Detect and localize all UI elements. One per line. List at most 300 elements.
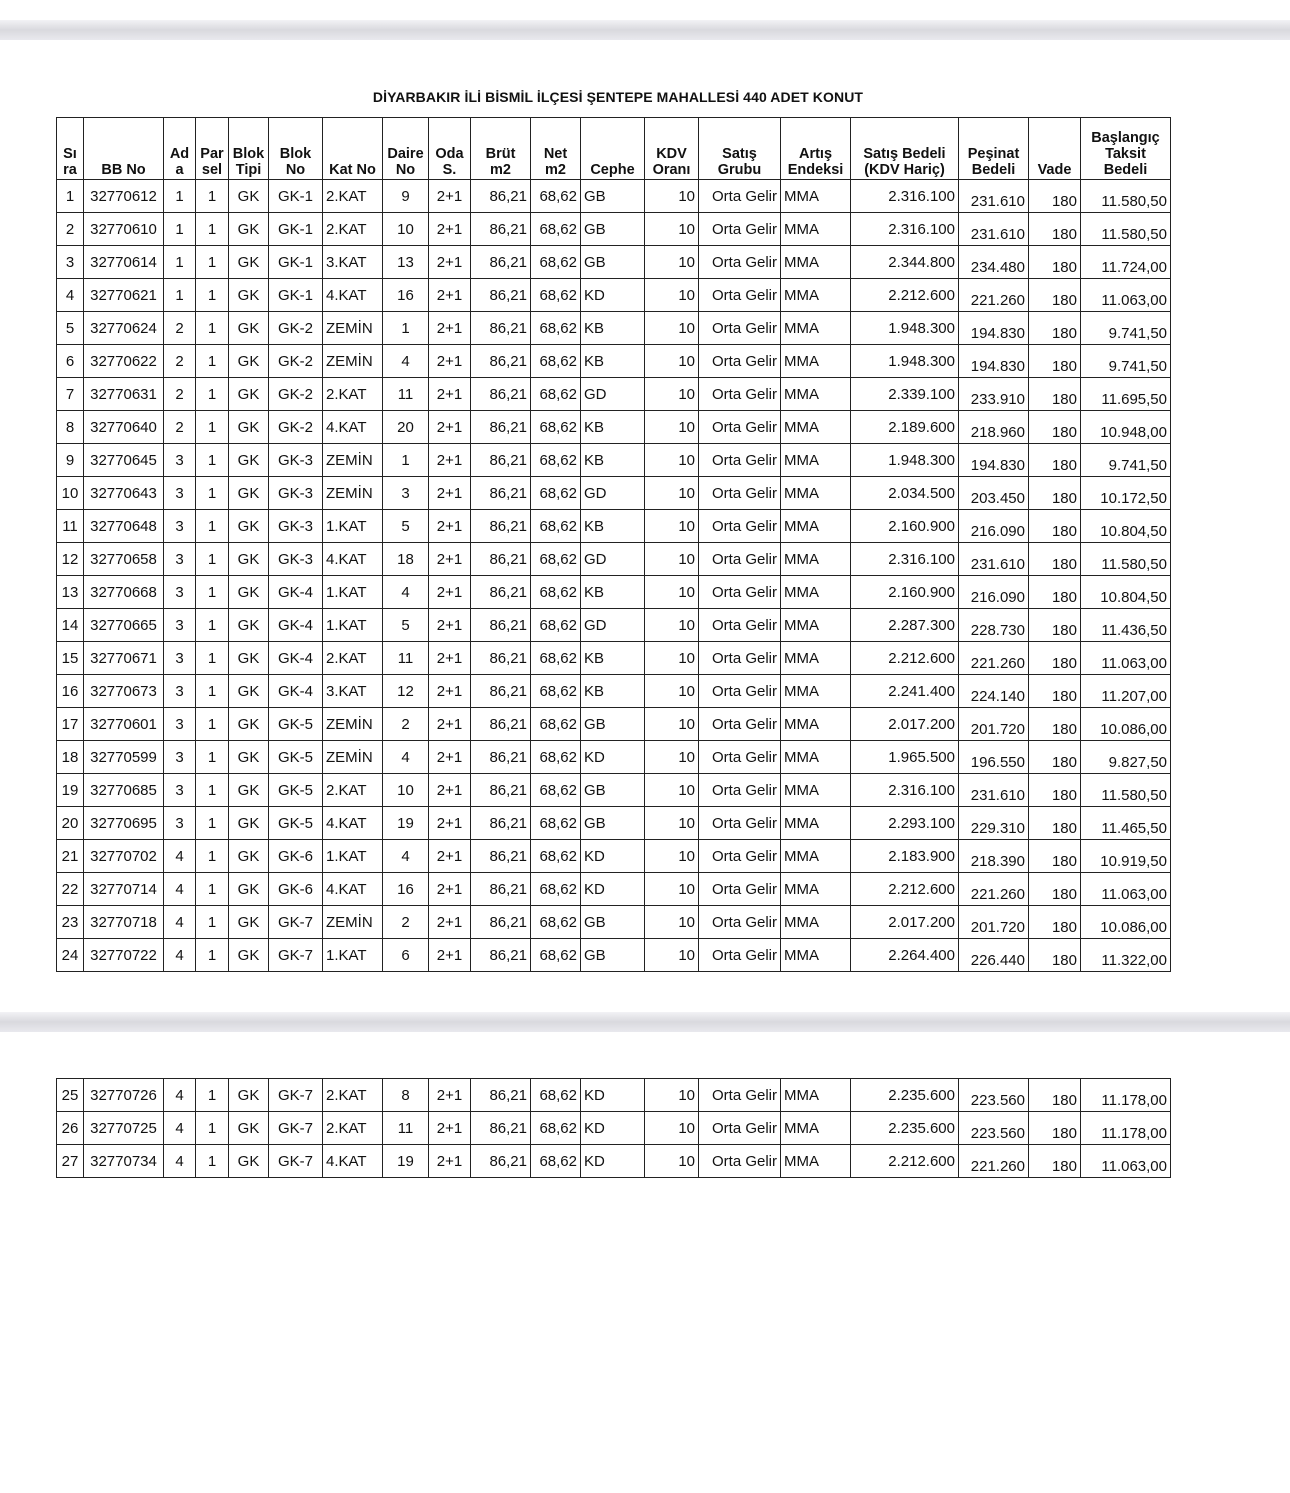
cell-oda-sayisi: 2+1 <box>429 180 471 213</box>
table-row <box>57 576 1171 609</box>
cell-sira: 25 <box>57 1079 84 1112</box>
cell-satis-bedeli: 2.017.200 <box>851 906 959 939</box>
cell-kat-no: ZEMİN <box>323 708 383 741</box>
cell-kdv-orani: 10 <box>645 609 699 642</box>
table-row <box>57 510 1171 543</box>
header-taksit-bedeli: Başlangıç Taksit Bedeli <box>1081 118 1171 180</box>
cell-parsel: 1 <box>196 213 229 246</box>
cell-taksit-bedeli: 11.580,50 <box>1081 774 1171 807</box>
cell-taksit-bedeli: 11.724,00 <box>1081 246 1171 279</box>
cell-blok-no: GK-2 <box>269 345 323 378</box>
cell-cephe: KB <box>581 576 645 609</box>
cell-parsel: 1 <box>196 246 229 279</box>
table-row <box>57 477 1171 510</box>
cell-kat-no: 4.KAT <box>323 411 383 444</box>
cell-artis-endeksi: MMA <box>781 675 851 708</box>
cell-ada: 3 <box>164 609 196 642</box>
cell-kdv-orani: 10 <box>645 1145 699 1178</box>
cell-vade: 180 <box>1029 675 1081 708</box>
cell-blok-no: GK-2 <box>269 312 323 345</box>
cell-kat-no: 4.KAT <box>323 873 383 906</box>
cell-ada: 2 <box>164 312 196 345</box>
cell-ada: 3 <box>164 543 196 576</box>
cell-satis-grubu: Orta Gelir <box>699 444 781 477</box>
cell-pesinat-bedeli: 228.730 <box>959 609 1029 642</box>
cell-oda-sayisi: 2+1 <box>429 1112 471 1145</box>
cell-kat-no: 1.KAT <box>323 609 383 642</box>
cell-bb-no: 32770648 <box>84 510 164 543</box>
cell-blok-tipi: GK <box>229 642 269 675</box>
cell-sira: 20 <box>57 807 84 840</box>
cell-blok-no: GK-2 <box>269 378 323 411</box>
cell-sira: 10 <box>57 477 84 510</box>
cell-brut-m2: 86,21 <box>471 675 531 708</box>
cell-bb-no: 32770610 <box>84 213 164 246</box>
cell-ada: 4 <box>164 906 196 939</box>
cell-satis-grubu: Orta Gelir <box>699 939 781 972</box>
cell-satis-grubu: Orta Gelir <box>699 774 781 807</box>
cell-satis-grubu: Orta Gelir <box>699 807 781 840</box>
cell-blok-tipi: GK <box>229 708 269 741</box>
header-artis-endeksi: Artış Endeksi <box>781 118 851 180</box>
cell-taksit-bedeli: 10.086,00 <box>1081 906 1171 939</box>
cell-taksit-bedeli: 10.172,50 <box>1081 477 1171 510</box>
cell-satis-bedeli: 2.339.100 <box>851 378 959 411</box>
cell-oda-sayisi: 2+1 <box>429 576 471 609</box>
cell-pesinat-bedeli: 229.310 <box>959 807 1029 840</box>
cell-parsel: 1 <box>196 1145 229 1178</box>
cell-daire-no: 1 <box>383 444 429 477</box>
cell-sira: 27 <box>57 1145 84 1178</box>
cell-artis-endeksi: MMA <box>781 378 851 411</box>
cell-brut-m2: 86,21 <box>471 840 531 873</box>
cell-ada: 3 <box>164 741 196 774</box>
cell-parsel: 1 <box>196 510 229 543</box>
cell-brut-m2: 86,21 <box>471 774 531 807</box>
cell-vade: 180 <box>1029 543 1081 576</box>
cell-parsel: 1 <box>196 642 229 675</box>
cell-parsel: 1 <box>196 906 229 939</box>
cell-net-m2: 68,62 <box>531 279 581 312</box>
cell-taksit-bedeli: 11.063,00 <box>1081 873 1171 906</box>
cell-brut-m2: 86,21 <box>471 378 531 411</box>
cell-daire-no: 19 <box>383 807 429 840</box>
cell-kdv-orani: 10 <box>645 1079 699 1112</box>
cell-artis-endeksi: MMA <box>781 411 851 444</box>
cell-parsel: 1 <box>196 279 229 312</box>
cell-kat-no: 2.KAT <box>323 1079 383 1112</box>
cell-blok-no: GK-5 <box>269 741 323 774</box>
cell-oda-sayisi: 2+1 <box>429 510 471 543</box>
cell-kat-no: 3.KAT <box>323 675 383 708</box>
table-row <box>57 807 1171 840</box>
cell-cephe: KD <box>581 1145 645 1178</box>
cell-oda-sayisi: 2+1 <box>429 378 471 411</box>
cell-oda-sayisi: 2+1 <box>429 246 471 279</box>
cell-satis-grubu: Orta Gelir <box>699 510 781 543</box>
cell-bb-no: 32770601 <box>84 708 164 741</box>
cell-satis-bedeli: 2.160.900 <box>851 510 959 543</box>
cell-satis-bedeli: 2.212.600 <box>851 642 959 675</box>
cell-daire-no: 12 <box>383 675 429 708</box>
cell-ada: 3 <box>164 576 196 609</box>
cell-bb-no: 32770621 <box>84 279 164 312</box>
cell-ada: 3 <box>164 477 196 510</box>
cell-daire-no: 11 <box>383 642 429 675</box>
header-blok-tipi: Blok Tipi <box>229 118 269 180</box>
cell-pesinat-bedeli: 221.260 <box>959 873 1029 906</box>
cell-vade: 180 <box>1029 708 1081 741</box>
cell-bb-no: 32770645 <box>84 444 164 477</box>
cell-pesinat-bedeli: 234.480 <box>959 246 1029 279</box>
cell-oda-sayisi: 2+1 <box>429 213 471 246</box>
cell-blok-no: GK-4 <box>269 576 323 609</box>
table-row <box>57 378 1171 411</box>
cell-artis-endeksi: MMA <box>781 906 851 939</box>
cell-bb-no: 32770640 <box>84 411 164 444</box>
cell-oda-sayisi: 2+1 <box>429 774 471 807</box>
cell-brut-m2: 86,21 <box>471 444 531 477</box>
cell-brut-m2: 86,21 <box>471 411 531 444</box>
cell-sira: 26 <box>57 1112 84 1145</box>
cell-oda-sayisi: 2+1 <box>429 444 471 477</box>
cell-brut-m2: 86,21 <box>471 1079 531 1112</box>
cell-kat-no: ZEMİN <box>323 477 383 510</box>
cell-satis-grubu: Orta Gelir <box>699 213 781 246</box>
cell-brut-m2: 86,21 <box>471 609 531 642</box>
cell-net-m2: 68,62 <box>531 180 581 213</box>
cell-vade: 180 <box>1029 840 1081 873</box>
cell-vade: 180 <box>1029 774 1081 807</box>
cell-cephe: KB <box>581 312 645 345</box>
cell-satis-grubu: Orta Gelir <box>699 906 781 939</box>
cell-artis-endeksi: MMA <box>781 774 851 807</box>
cell-cephe: GD <box>581 543 645 576</box>
cell-blok-no: GK-7 <box>269 1079 323 1112</box>
cell-artis-endeksi: MMA <box>781 345 851 378</box>
cell-ada: 3 <box>164 774 196 807</box>
cell-satis-bedeli: 2.034.500 <box>851 477 959 510</box>
cell-cephe: GD <box>581 477 645 510</box>
table-row <box>57 708 1171 741</box>
cell-blok-tipi: GK <box>229 939 269 972</box>
cell-satis-grubu: Orta Gelir <box>699 411 781 444</box>
cell-blok-tipi: GK <box>229 774 269 807</box>
cell-sira: 2 <box>57 213 84 246</box>
cell-blok-tipi: GK <box>229 246 269 279</box>
cell-brut-m2: 86,21 <box>471 477 531 510</box>
cell-kat-no: 2.KAT <box>323 642 383 675</box>
cell-satis-grubu: Orta Gelir <box>699 543 781 576</box>
cell-satis-bedeli: 2.293.100 <box>851 807 959 840</box>
cell-satis-grubu: Orta Gelir <box>699 840 781 873</box>
cell-ada: 1 <box>164 213 196 246</box>
cell-blok-tipi: GK <box>229 840 269 873</box>
cell-daire-no: 10 <box>383 213 429 246</box>
cell-vade: 180 <box>1029 807 1081 840</box>
cell-artis-endeksi: MMA <box>781 543 851 576</box>
cell-parsel: 1 <box>196 312 229 345</box>
cell-ada: 4 <box>164 1112 196 1145</box>
cell-daire-no: 3 <box>383 477 429 510</box>
cell-parsel: 1 <box>196 708 229 741</box>
cell-artis-endeksi: MMA <box>781 510 851 543</box>
cell-pesinat-bedeli: 194.830 <box>959 345 1029 378</box>
cell-satis-grubu: Orta Gelir <box>699 1112 781 1145</box>
cell-ada: 1 <box>164 180 196 213</box>
cell-satis-bedeli: 1.948.300 <box>851 444 959 477</box>
cell-oda-sayisi: 2+1 <box>429 675 471 708</box>
cell-blok-tipi: GK <box>229 345 269 378</box>
cell-sira: 1 <box>57 180 84 213</box>
cell-satis-grubu: Orta Gelir <box>699 675 781 708</box>
cell-kat-no: 1.KAT <box>323 510 383 543</box>
cell-ada: 4 <box>164 1079 196 1112</box>
cell-blok-tipi: GK <box>229 807 269 840</box>
header-kat-no: Kat No <box>323 118 383 180</box>
cell-blok-no: GK-7 <box>269 1112 323 1145</box>
cell-satis-bedeli: 2.316.100 <box>851 543 959 576</box>
cell-kat-no: 2.KAT <box>323 378 383 411</box>
cell-kdv-orani: 10 <box>645 708 699 741</box>
cell-blok-tipi: GK <box>229 543 269 576</box>
cell-kdv-orani: 10 <box>645 246 699 279</box>
cell-brut-m2: 86,21 <box>471 510 531 543</box>
cell-daire-no: 9 <box>383 180 429 213</box>
cell-kdv-orani: 10 <box>645 1112 699 1145</box>
cell-pesinat-bedeli: 221.260 <box>959 642 1029 675</box>
header-oda-sayisi: Oda S. <box>429 118 471 180</box>
cell-daire-no: 16 <box>383 279 429 312</box>
cell-taksit-bedeli: 10.804,50 <box>1081 510 1171 543</box>
cell-ada: 4 <box>164 939 196 972</box>
cell-kdv-orani: 10 <box>645 576 699 609</box>
cell-daire-no: 8 <box>383 1079 429 1112</box>
cell-net-m2: 68,62 <box>531 345 581 378</box>
table-row <box>57 741 1171 774</box>
cell-sira: 11 <box>57 510 84 543</box>
cell-ada: 4 <box>164 840 196 873</box>
cell-pesinat-bedeli: 221.260 <box>959 279 1029 312</box>
cell-oda-sayisi: 2+1 <box>429 543 471 576</box>
cell-taksit-bedeli: 10.948,00 <box>1081 411 1171 444</box>
cell-oda-sayisi: 2+1 <box>429 1145 471 1178</box>
cell-bb-no: 32770622 <box>84 345 164 378</box>
cell-daire-no: 20 <box>383 411 429 444</box>
cell-cephe: GB <box>581 939 645 972</box>
cell-bb-no: 32770673 <box>84 675 164 708</box>
table-row <box>57 312 1171 345</box>
cell-satis-grubu: Orta Gelir <box>699 609 781 642</box>
cell-oda-sayisi: 2+1 <box>429 642 471 675</box>
cell-satis-grubu: Orta Gelir <box>699 180 781 213</box>
table-row <box>57 840 1171 873</box>
cell-pesinat-bedeli: 216.090 <box>959 510 1029 543</box>
cell-net-m2: 68,62 <box>531 675 581 708</box>
cell-satis-bedeli: 2.344.800 <box>851 246 959 279</box>
cell-kdv-orani: 10 <box>645 444 699 477</box>
cell-artis-endeksi: MMA <box>781 642 851 675</box>
cell-brut-m2: 86,21 <box>471 642 531 675</box>
cell-kdv-orani: 10 <box>645 675 699 708</box>
cell-pesinat-bedeli: 233.910 <box>959 378 1029 411</box>
cell-kdv-orani: 10 <box>645 345 699 378</box>
cell-sira: 5 <box>57 312 84 345</box>
cell-net-m2: 68,62 <box>531 378 581 411</box>
cell-blok-no: GK-1 <box>269 213 323 246</box>
cell-parsel: 1 <box>196 1079 229 1112</box>
cell-daire-no: 4 <box>383 840 429 873</box>
cell-parsel: 1 <box>196 543 229 576</box>
cell-blok-tipi: GK <box>229 213 269 246</box>
cell-pesinat-bedeli: 201.720 <box>959 708 1029 741</box>
cell-taksit-bedeli: 11.695,50 <box>1081 378 1171 411</box>
header-cephe: Cephe <box>581 118 645 180</box>
cell-satis-bedeli: 1.965.500 <box>851 741 959 774</box>
cell-brut-m2: 86,21 <box>471 312 531 345</box>
cell-kat-no: 3.KAT <box>323 246 383 279</box>
cell-net-m2: 68,62 <box>531 213 581 246</box>
table-header-row <box>57 118 1171 180</box>
cell-bb-no: 32770599 <box>84 741 164 774</box>
cell-kdv-orani: 10 <box>645 774 699 807</box>
cell-blok-no: GK-3 <box>269 510 323 543</box>
cell-net-m2: 68,62 <box>531 807 581 840</box>
cell-kdv-orani: 10 <box>645 510 699 543</box>
header-net-m2: Net m2 <box>531 118 581 180</box>
cell-sira: 21 <box>57 840 84 873</box>
cell-pesinat-bedeli: 224.140 <box>959 675 1029 708</box>
table-row <box>57 411 1171 444</box>
cell-bb-no: 32770624 <box>84 312 164 345</box>
cell-blok-no: GK-7 <box>269 939 323 972</box>
cell-brut-m2: 86,21 <box>471 345 531 378</box>
cell-bb-no: 32770725 <box>84 1112 164 1145</box>
header-satis-bedeli: Satış Bedeli (KDV Hariç) <box>851 118 959 180</box>
cell-cephe: KD <box>581 279 645 312</box>
cell-blok-no: GK-1 <box>269 180 323 213</box>
cell-daire-no: 10 <box>383 774 429 807</box>
cell-satis-grubu: Orta Gelir <box>699 378 781 411</box>
cell-blok-no: GK-2 <box>269 411 323 444</box>
cell-blok-tipi: GK <box>229 675 269 708</box>
cell-taksit-bedeli: 10.919,50 <box>1081 840 1171 873</box>
cell-net-m2: 68,62 <box>531 642 581 675</box>
cell-bb-no: 32770714 <box>84 873 164 906</box>
cell-pesinat-bedeli: 226.440 <box>959 939 1029 972</box>
header-parsel: Par sel <box>196 118 229 180</box>
table-row <box>57 246 1171 279</box>
cell-net-m2: 68,62 <box>531 840 581 873</box>
cell-blok-no: GK-1 <box>269 279 323 312</box>
cell-sira: 8 <box>57 411 84 444</box>
cell-kat-no: 4.KAT <box>323 279 383 312</box>
cell-parsel: 1 <box>196 609 229 642</box>
header-blok-no: Blok No <box>269 118 323 180</box>
cell-kdv-orani: 10 <box>645 411 699 444</box>
cell-bb-no: 32770695 <box>84 807 164 840</box>
cell-cephe: KD <box>581 1079 645 1112</box>
table-row <box>57 939 1171 972</box>
cell-satis-grubu: Orta Gelir <box>699 873 781 906</box>
cell-vade: 180 <box>1029 477 1081 510</box>
table-row <box>57 180 1171 213</box>
cell-taksit-bedeli: 11.322,00 <box>1081 939 1171 972</box>
cell-vade: 180 <box>1029 312 1081 345</box>
cell-vade: 180 <box>1029 510 1081 543</box>
cell-net-m2: 68,62 <box>531 774 581 807</box>
cell-vade: 180 <box>1029 180 1081 213</box>
cell-cephe: GB <box>581 774 645 807</box>
table-row <box>57 1112 1171 1145</box>
cell-brut-m2: 86,21 <box>471 1145 531 1178</box>
table-row <box>57 906 1171 939</box>
cell-satis-grubu: Orta Gelir <box>699 279 781 312</box>
cell-net-m2: 68,62 <box>531 1079 581 1112</box>
cell-oda-sayisi: 2+1 <box>429 906 471 939</box>
cell-vade: 180 <box>1029 444 1081 477</box>
cell-brut-m2: 86,21 <box>471 543 531 576</box>
cell-parsel: 1 <box>196 675 229 708</box>
cell-net-m2: 68,62 <box>531 906 581 939</box>
cell-sira: 24 <box>57 939 84 972</box>
cell-blok-no: GK-4 <box>269 609 323 642</box>
cell-artis-endeksi: MMA <box>781 840 851 873</box>
cell-kdv-orani: 10 <box>645 543 699 576</box>
cell-blok-tipi: GK <box>229 1145 269 1178</box>
table-row <box>57 213 1171 246</box>
cell-oda-sayisi: 2+1 <box>429 939 471 972</box>
cell-pesinat-bedeli: 218.960 <box>959 411 1029 444</box>
cell-taksit-bedeli: 10.086,00 <box>1081 708 1171 741</box>
cell-sira: 12 <box>57 543 84 576</box>
cell-satis-grubu: Orta Gelir <box>699 642 781 675</box>
cell-satis-grubu: Orta Gelir <box>699 708 781 741</box>
table-row <box>57 1145 1171 1178</box>
cell-artis-endeksi: MMA <box>781 741 851 774</box>
cell-cephe: KB <box>581 642 645 675</box>
header-brut-m2: Brüt m2 <box>471 118 531 180</box>
cell-oda-sayisi: 2+1 <box>429 609 471 642</box>
header-ada: Ad a <box>164 118 196 180</box>
cell-vade: 180 <box>1029 939 1081 972</box>
cell-blok-tipi: GK <box>229 1112 269 1145</box>
cell-oda-sayisi: 2+1 <box>429 741 471 774</box>
cell-satis-bedeli: 2.316.100 <box>851 213 959 246</box>
cell-brut-m2: 86,21 <box>471 180 531 213</box>
cell-brut-m2: 86,21 <box>471 576 531 609</box>
cell-sira: 3 <box>57 246 84 279</box>
cell-oda-sayisi: 2+1 <box>429 279 471 312</box>
cell-blok-no: GK-6 <box>269 873 323 906</box>
cell-kat-no: 1.KAT <box>323 576 383 609</box>
cell-net-m2: 68,62 <box>531 1112 581 1145</box>
cell-cephe: KD <box>581 741 645 774</box>
cell-sira: 14 <box>57 609 84 642</box>
cell-satis-bedeli: 2.287.300 <box>851 609 959 642</box>
cell-artis-endeksi: MMA <box>781 312 851 345</box>
cell-parsel: 1 <box>196 411 229 444</box>
cell-satis-bedeli: 2.316.100 <box>851 180 959 213</box>
cell-taksit-bedeli: 11.436,50 <box>1081 609 1171 642</box>
cell-vade: 180 <box>1029 411 1081 444</box>
cell-bb-no: 32770614 <box>84 246 164 279</box>
cell-net-m2: 68,62 <box>531 741 581 774</box>
cell-artis-endeksi: MMA <box>781 180 851 213</box>
cell-blok-tipi: GK <box>229 906 269 939</box>
cell-blok-no: GK-7 <box>269 906 323 939</box>
cell-net-m2: 68,62 <box>531 246 581 279</box>
